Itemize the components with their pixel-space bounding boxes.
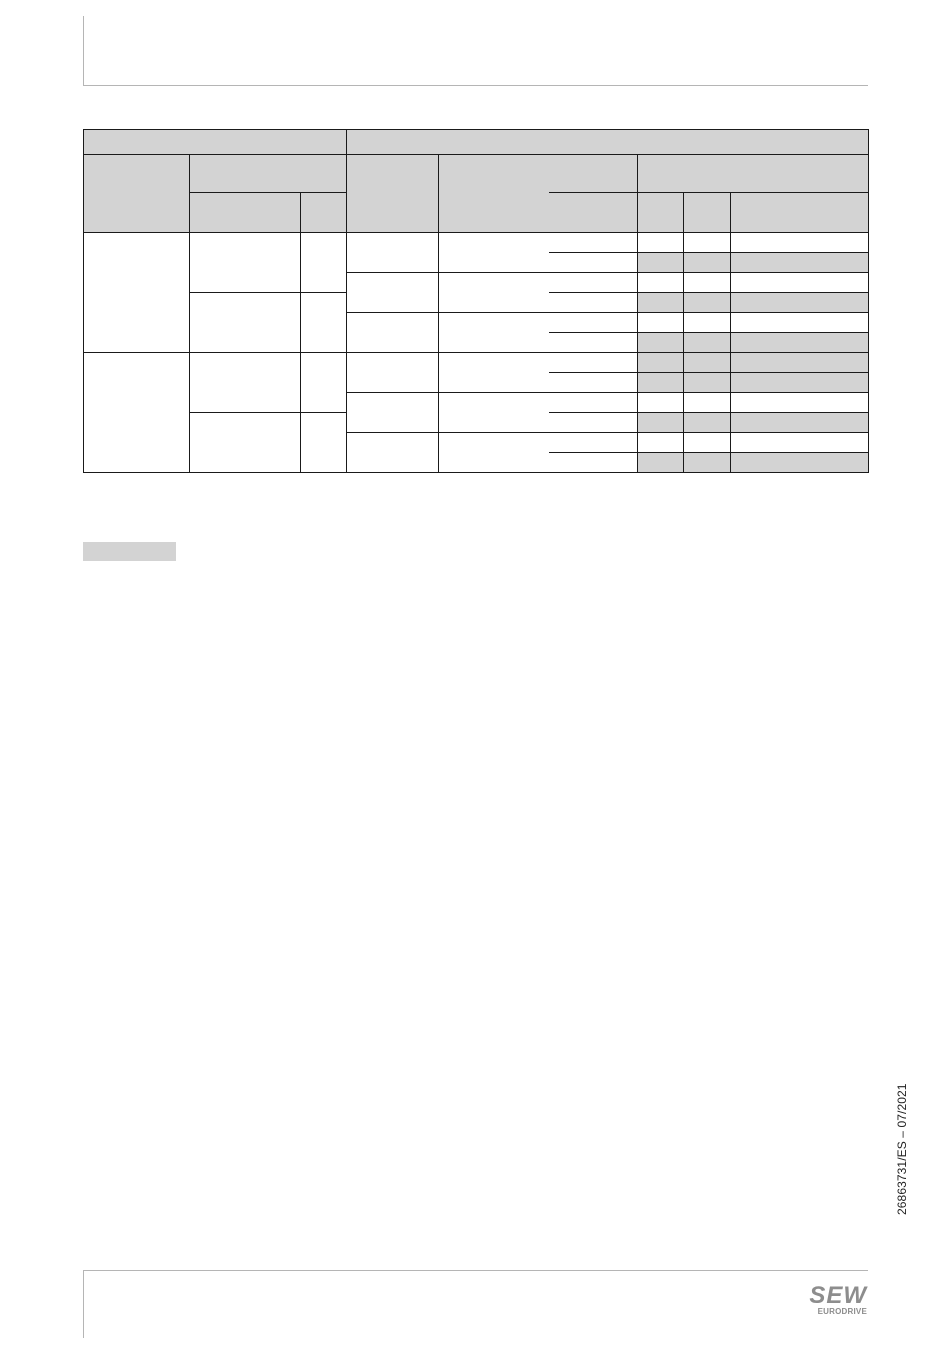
header-line (189, 154, 190, 233)
row-line (346, 392, 869, 393)
header-line (549, 192, 869, 193)
table-row-shaded (637, 253, 868, 273)
header-rule (83, 85, 868, 86)
header-line (683, 192, 684, 233)
row-line (549, 372, 869, 373)
header-line (83, 154, 869, 155)
row-line (83, 352, 869, 353)
table-border (83, 129, 84, 473)
header-line (438, 154, 439, 233)
logo-main-text: SEW (809, 1282, 867, 1309)
table-row-shaded (637, 413, 868, 433)
logo-sub-text: EURODRIVE (817, 1307, 867, 1316)
gray-label-box (83, 542, 176, 561)
header-line (189, 192, 346, 193)
row-line (189, 412, 346, 413)
row-line (189, 292, 346, 293)
table-row-shaded (637, 333, 868, 393)
header-line (300, 192, 301, 233)
sew-eurodrive-logo (797, 1284, 867, 1318)
table-row-shaded (637, 453, 868, 473)
row-line (549, 252, 869, 253)
table-header (83, 129, 868, 233)
header-line (637, 154, 638, 233)
table-border (868, 129, 869, 473)
table-border (83, 129, 869, 130)
header-line (730, 192, 731, 233)
table-row-shaded (637, 293, 868, 313)
row-line (346, 312, 869, 313)
header-line (346, 129, 347, 233)
row-line (549, 412, 869, 413)
row-line (346, 272, 869, 273)
row-line (549, 452, 869, 453)
footer-rule (83, 1270, 868, 1271)
header-margin-rule (83, 16, 84, 85)
document-id: 26863731/ES – 07/2021 (895, 1083, 909, 1215)
row-line (346, 432, 869, 433)
footer-margin-rule (83, 1270, 84, 1338)
header-bottom-line (83, 232, 869, 233)
row-line (549, 292, 869, 293)
table-border (83, 472, 869, 473)
row-line (549, 332, 869, 333)
